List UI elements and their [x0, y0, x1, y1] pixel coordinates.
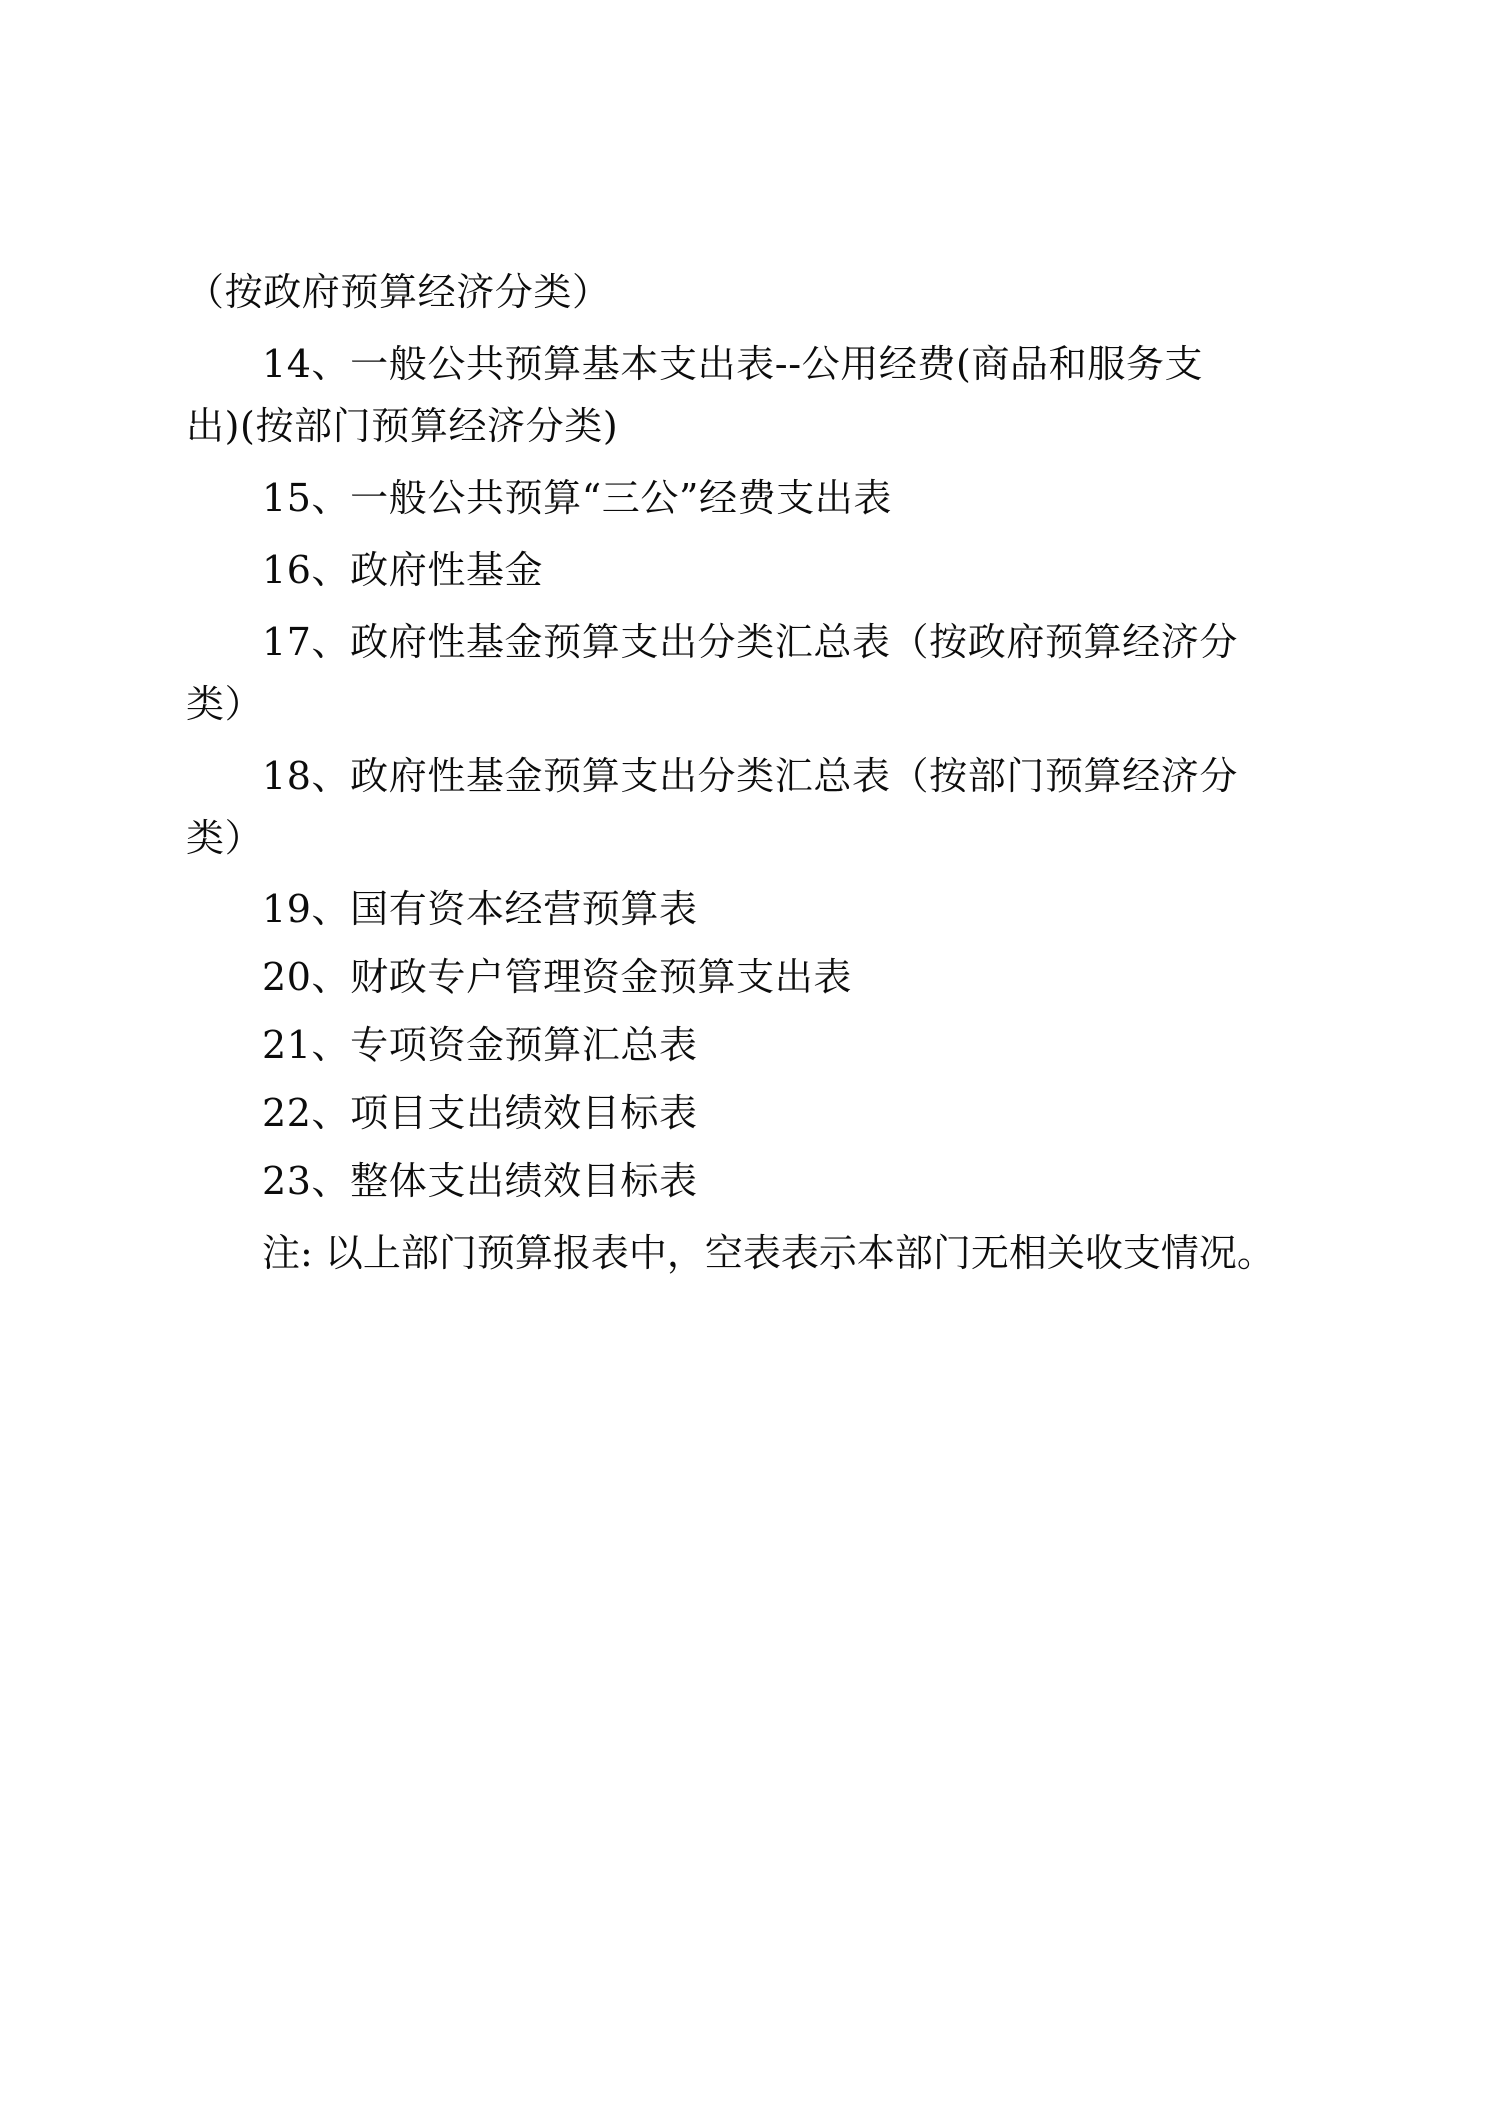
text-line-9: 类）: [186, 815, 264, 860]
text-line-3: 出)(按部门预算经济分类): [186, 403, 619, 448]
text-line-note: 注: 以上部门预算报表中，空表表示本部门无相关收支情况。: [262, 1231, 1275, 1276]
text-line-11: 20、财政专户管理资金预算支出表: [262, 955, 852, 1000]
text-line-4: 15、一般公共预算“三公”经费支出表: [262, 475, 893, 520]
text-line-8: 18、政府性基金预算支出分类汇总表（按部门预算经济分: [262, 753, 1238, 798]
text-line-2: 14、一般公共预算基本支出表--公用经费(商品和服务支: [262, 341, 1204, 386]
text-line-5: 16、政府性基金: [262, 547, 544, 592]
document-body: [186, 262, 1302, 1285]
text-line-1: （按政府预算经济分类）: [186, 270, 611, 314]
text-line-12: 21、专项资金预算汇总表: [262, 1023, 698, 1068]
text-line-7: 类）: [186, 681, 264, 726]
text-line-10: 19、国有资本经营预算表: [262, 887, 698, 932]
text-line-14: 23、整体支出绩效目标表: [262, 1159, 698, 1204]
text-line-6: 17、政府性基金预算支出分类汇总表（按政府预算经济分: [262, 619, 1238, 664]
text-line-13: 22、项目支出绩效目标表: [262, 1091, 698, 1136]
